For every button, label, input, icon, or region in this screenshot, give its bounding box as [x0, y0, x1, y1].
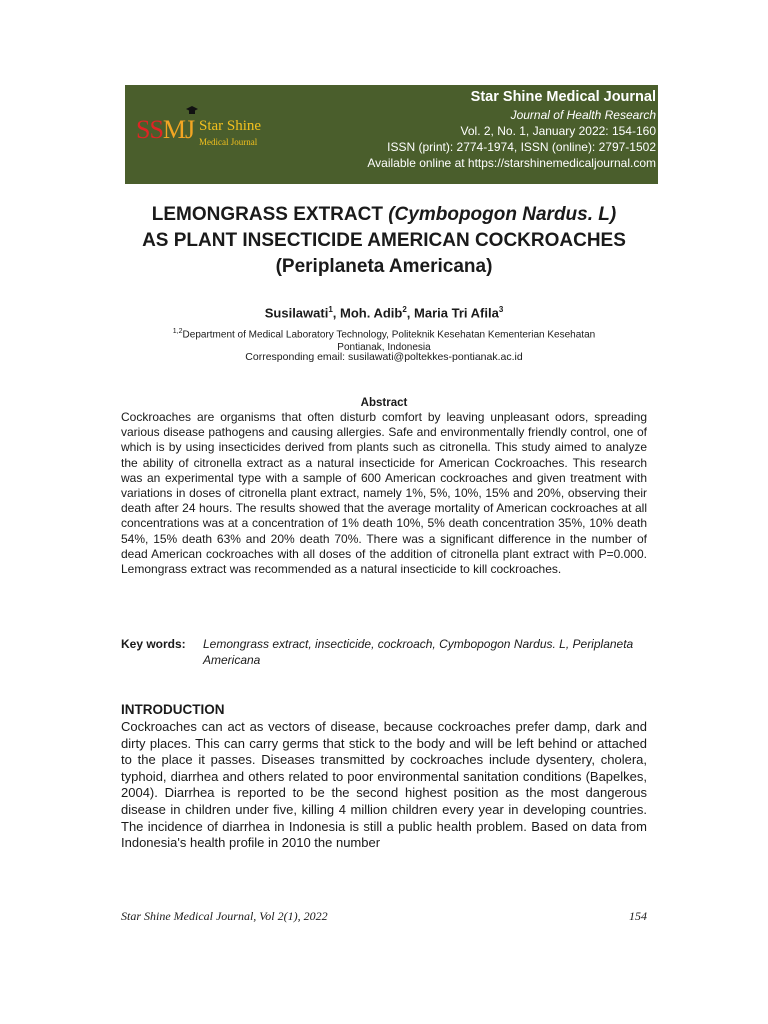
abstract-heading: Abstract: [360, 397, 408, 409]
author-name: Susilawati: [264, 305, 329, 321]
author-affil-mark: 2: [402, 305, 407, 314]
author-name: Maria Tri Afila: [414, 305, 499, 321]
title-main: LEMONGRASS EXTRACT: [151, 204, 389, 225]
paper-title-line1: [100, 204, 668, 226]
corresponding-email: Corresponding email: susilawati@poltekkes-pontianak.ac.id: [245, 351, 523, 363]
journal-banner: [125, 85, 658, 184]
journal-info: [367, 87, 656, 171]
journal-volume: Vol. 2, No. 1, January 2022: 154-160: [460, 124, 656, 138]
author-name: Moh. Adib: [340, 305, 403, 321]
journal-url: Available online at https://starshinemedicaljournal.com: [367, 156, 656, 170]
journal-logo: [136, 105, 276, 157]
author-separator: ,: [406, 305, 415, 321]
keywords-label: Key words:: [121, 637, 186, 651]
graduation-cap-icon: [186, 105, 198, 117]
logo-letters: [136, 115, 194, 145]
author-affil-mark: 1: [328, 305, 333, 314]
journal-name: Star Shine Medical Journal: [470, 89, 656, 105]
paper-title-line3: (Periplaneta Americana): [275, 256, 493, 277]
logo-ss: SS: [136, 115, 163, 144]
affiliation-mark: 1,2: [172, 328, 183, 335]
affiliation-line2: Pontianak, Indonesia: [337, 342, 431, 354]
author-separator: ,: [332, 305, 340, 321]
paper-title-line2: AS PLANT INSECTICIDE AMERICAN COCKROACHES: [142, 230, 626, 251]
author-list: [100, 305, 668, 320]
logo-name: Star Shine: [199, 118, 262, 134]
journal-subtitle: Journal of Health Research: [510, 108, 656, 122]
author-affil-mark: 3: [498, 305, 504, 314]
journal-issn: ISSN (print): 2774-1974, ISSN (online): 2797-1502: [387, 140, 656, 154]
logo-mj: MJ: [162, 115, 195, 144]
affiliation: [140, 325, 628, 354]
keywords-value: Lemongrass extract, insecticide, cockroach, Cymbopogon Nardus. L, Periplaneta Americana: [203, 637, 634, 667]
page-number: 154: [629, 909, 647, 923]
footer-citation: Star Shine Medical Journal, Vol 2(1), 2022: [121, 909, 328, 923]
logo-subtitle: Medical Journal: [199, 137, 258, 147]
introduction-heading: INTRODUCTION: [121, 702, 225, 717]
title-species: (Cymbopogon Nardus. L): [388, 204, 617, 225]
affiliation-line1: Department of Medical Laboratory Technology, Politeknik Kesehatan Kementerian Kesehatan: [182, 329, 596, 341]
abstract-text: Cockroaches are organisms that often disturb comfort by leaving unpleasant odors, spreading various disease pathogens and causing allergies. Safe and environmentally friendly control, one of which is by using insecticides derived from plants such as citronella. This study aimed to analyze the ability of citronella extract as a natural insecticide for American Cockroaches. This research was an experimental type with a sample of 600 American cockroaches and given treatment with variations in doses of citronella plant extract, namely 1%, 5%, 10%, 15% and 20%, observing their death after 24 hours. The results showed that the average mortality of American cockroaches at all concentrations was at a concentration of 1% death 10%, 5% death concentration 35%, 10% death 54%, 15% death 63% and 20% death 70%. There was a significant difference in the number of dead American cockroaches with all doses of the addition of citronella plant extract with P=0.000. Lemongrass extract was recommended as a natural insecticide to kill cockroaches.: [121, 410, 647, 577]
introduction-text: Cockroaches can act as vectors of disease, because cockroaches prefer damp, dark and dirty places. This can carry germs that stick to the body and will be left behind or attached to the place it passes. Diseases transmitted by cockroaches include dysentery, cholera, typhoid, diarrhea and others related to poor environmental sanitation conditions (Bapelkes, 2004). Diarrhea is reported to be the second highest position as the most dangerous disease in children under five, killing 4 million children every year in developing countries. The incidence of diarrhea in Indonesia is still a public health problem. Based on data from Indonesia's health profile in 2010 the number: [121, 719, 647, 851]
